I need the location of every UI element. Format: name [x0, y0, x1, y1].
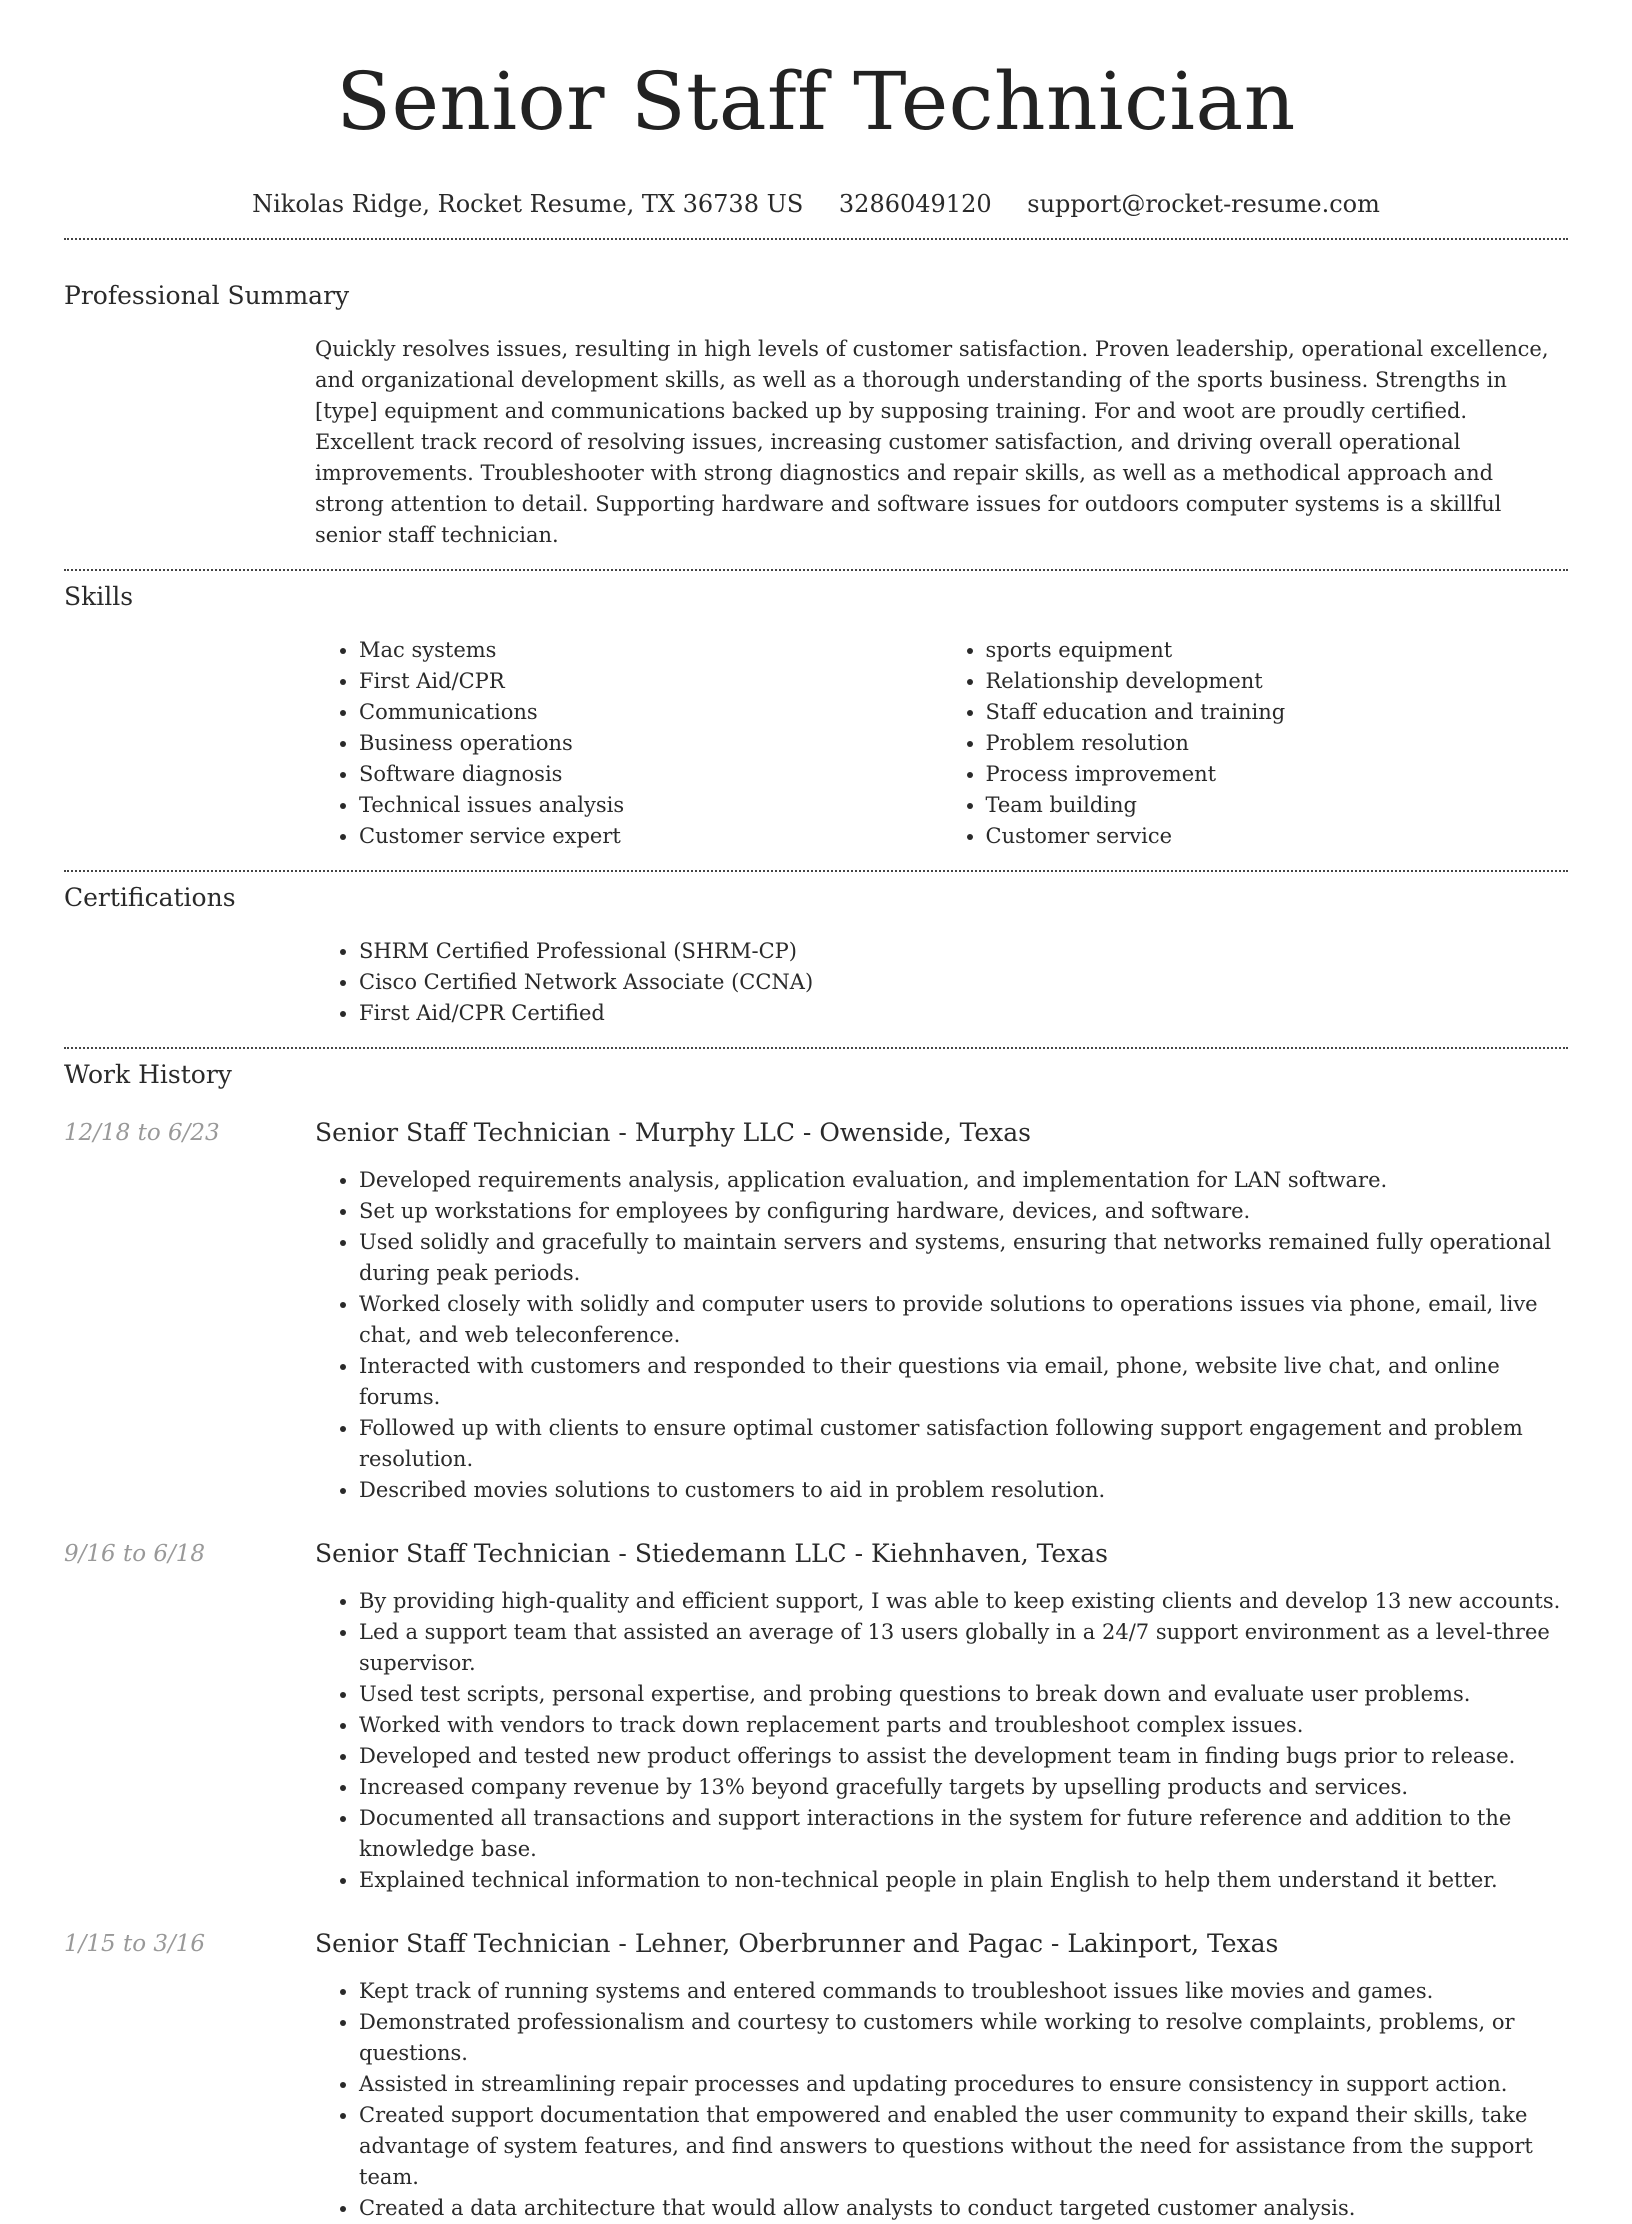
job-bullet: • Interacted with customers and responded to their questions via email, phone, website live chat, and online forums.: [359, 1351, 1568, 1413]
job-bullet: • Worked with vendors to track down replacement parts and troubleshoot complex issues.: [359, 1710, 1568, 1741]
summary-section: [64, 280, 1568, 551]
job-bullet: • Documented all transactions and support interactions in the system for future reference and addition to the knowledge base.: [359, 1803, 1568, 1865]
contact-phone: 3286049120: [838, 190, 992, 218]
divider: [64, 569, 1568, 571]
skill-item: • Process improvement: [986, 759, 1569, 790]
skills-list: [315, 635, 1568, 852]
job-entry: [64, 1538, 1568, 1896]
job-entry: [64, 1928, 1568, 2224]
contact-line: [64, 188, 1568, 220]
certification-item: • SHRM Certified Professional (SHRM-CP): [359, 936, 1568, 967]
job-dates: 12/18 to 6/23: [64, 1120, 220, 1146]
divider: [64, 870, 1568, 872]
job-title: Senior Staff Technician - Stiedemann LLC - Kiehnhaven, Texas: [315, 1539, 1108, 1568]
divider: [64, 238, 1568, 240]
skill-item: • Business operations: [359, 728, 942, 759]
work-history-section: [64, 1059, 1568, 2224]
skill-item: • First Aid/CPR: [359, 666, 942, 697]
job-dates: 9/16 to 6/18: [64, 1541, 206, 1567]
certification-item: • First Aid/CPR Certified: [359, 998, 1568, 1029]
job-bullet: • Followed up with clients to ensure optimal customer satisfaction following support engagement and problem resolution.: [359, 1413, 1568, 1475]
contact-email: support@rocket-resume.com: [1027, 190, 1380, 218]
job-title: Senior Staff Technician - Murphy LLC - Owenside, Texas: [315, 1118, 1031, 1147]
job-bullet: • Increased company revenue by 13% beyond gracefully targets by upselling products and services.: [359, 1772, 1568, 1803]
job-bullet: • Used test scripts, personal expertise, and probing questions to break down and evaluate user problems.: [359, 1679, 1568, 1710]
certifications-list: [315, 936, 1568, 1029]
job-bullet: • Described movies solutions to customers to aid in problem resolution.: [359, 1475, 1568, 1506]
certification-item: • Cisco Certified Network Associate (CCNA): [359, 967, 1568, 998]
certifications-heading: Certifications: [64, 883, 236, 912]
skill-item: • Relationship development: [986, 666, 1569, 697]
job-entry: [64, 1117, 1568, 1506]
work-history-heading: Work History: [64, 1060, 232, 1089]
skill-item: • Customer service expert: [359, 821, 942, 852]
job-bullet: • Worked closely with solidly and computer users to provide solutions to operations issues via phone, email, live chat, and web teleconference.: [359, 1289, 1568, 1351]
skill-item: • Technical issues analysis: [359, 790, 942, 821]
job-title: Senior Staff Technician - Lehner, Oberbrunner and Pagac - Lakinport, Texas: [315, 1929, 1279, 1958]
job-bullet: • Used solidly and gracefully to maintain servers and systems, ensuring that networks remained fully operational during peak periods.: [359, 1227, 1568, 1289]
job-details: [315, 1117, 1568, 1506]
job-details: [315, 1538, 1568, 1896]
skill-item: • sports equipment: [986, 635, 1569, 666]
resume-title: Senior Staff Technician: [336, 55, 1296, 148]
summary-text: Quickly resolves issues, resulting in high levels of customer satisfaction. Proven leadership, operational excellence, and organizational development skills, as well as a thorough understanding of the sports business. Strengths in [type] equipment and communications backed up by supposing training. For and woot are proudly certified. Excellent track record of resolving issues, increasing customer satisfaction, and driving overall operational improvements. Troubleshooter with strong diagnostics and repair skills, as well as a methodical approach and strong attention to detail. Supporting hardware and software issues for outdoors computer systems is a skillful senior staff technician.: [315, 337, 1549, 547]
job-bullet: • Led a support team that assisted an average of 13 users globally in a 24/7 support environment as a level-three supervisor.: [359, 1617, 1568, 1679]
skills-column-right: [942, 635, 1569, 852]
job-bullet: • Developed requirements analysis, application evaluation, and implementation for LAN software.: [359, 1165, 1568, 1196]
job-bullet: • Developed and tested new product offerings to assist the development team in finding bugs prior to release.: [359, 1741, 1568, 1772]
skill-item: • Communications: [359, 697, 942, 728]
job-bullet: • Kept track of running systems and entered commands to troubleshoot issues like movies and games.: [359, 1976, 1568, 2007]
contact-address: Nikolas Ridge, Rocket Resume, TX 36738 US: [252, 190, 804, 218]
job-bullets: [315, 1165, 1568, 1506]
skill-item: • Software diagnosis: [359, 759, 942, 790]
job-details: [315, 1928, 1568, 2224]
skill-item: • Mac systems: [359, 635, 942, 666]
skill-item: • Staff education and training: [986, 697, 1569, 728]
summary-heading: Professional Summary: [64, 281, 350, 310]
job-bullet: • Set up workstations for employees by configuring hardware, devices, and software.: [359, 1196, 1568, 1227]
job-bullet: • By providing high-quality and efficient support, I was able to keep existing clients and develop 13 new accounts.: [359, 1586, 1568, 1617]
job-bullet: • Assisted in streamlining repair processes and updating procedures to ensure consistency in support action.: [359, 2069, 1568, 2100]
job-bullet: • Created support documentation that empowered and enabled the user community to expand their skills, take advantage of system features, and find answers to questions without the need for assistance from the support team.: [359, 2100, 1568, 2193]
job-bullet: • Created a data architecture that would allow analysts to conduct targeted customer analysis.: [359, 2193, 1568, 2224]
job-bullets: [315, 1586, 1568, 1896]
skill-item: • Customer service: [986, 821, 1569, 852]
certifications-section: [64, 882, 1568, 1029]
skills-section: [64, 581, 1568, 852]
job-bullet: • Explained technical information to non-technical people in plain English to help them understand it better.: [359, 1865, 1568, 1896]
job-bullets: [315, 1976, 1568, 2224]
skill-item: • Problem resolution: [986, 728, 1569, 759]
skill-item: • Team building: [986, 790, 1569, 821]
job-bullet: • Demonstrated professionalism and courtesy to customers while working to resolve complaints, problems, or questions.: [359, 2007, 1568, 2069]
skills-heading: Skills: [64, 582, 134, 611]
certifications-list-wrap: [315, 936, 1568, 1029]
job-dates: 1/15 to 3/16: [64, 1931, 206, 1957]
divider: [64, 1047, 1568, 1049]
skills-column-left: [315, 635, 942, 852]
